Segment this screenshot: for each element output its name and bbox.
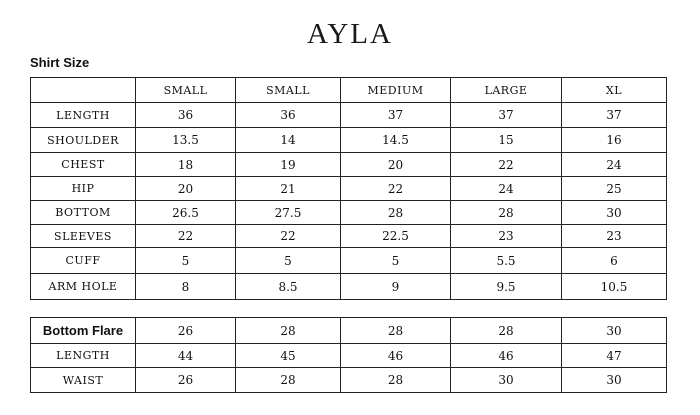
table-cell: 37 bbox=[451, 103, 562, 128]
header-cell: XL bbox=[562, 78, 667, 103]
table-cell: 28 bbox=[236, 368, 341, 393]
table-cell: 36 bbox=[236, 103, 341, 128]
table-cell: 18 bbox=[136, 153, 236, 177]
table-cell: 28 bbox=[341, 318, 451, 344]
section-title-shirt-size: Shirt Size bbox=[30, 55, 90, 70]
table-cell: 36 bbox=[136, 103, 236, 128]
table-cell: 37 bbox=[341, 103, 451, 128]
table-cell: 47 bbox=[562, 344, 667, 368]
table-cell: 8.5 bbox=[236, 274, 341, 300]
table-cell: 20 bbox=[136, 177, 236, 201]
row-label: ARM HOLE bbox=[31, 274, 136, 300]
table-cell: 30 bbox=[451, 368, 562, 393]
row-label: SLEEVES bbox=[31, 225, 136, 248]
shirt-size-table bbox=[30, 77, 667, 300]
table-cell: 25 bbox=[562, 177, 667, 201]
table-cell: 15 bbox=[451, 128, 562, 153]
row-label: BOTTOM bbox=[31, 201, 136, 225]
header-cell: LARGE bbox=[451, 78, 562, 103]
header-cell bbox=[31, 78, 136, 103]
table-cell: 14 bbox=[236, 128, 341, 153]
table-cell: 28 bbox=[451, 318, 562, 344]
table-cell: 27.5 bbox=[236, 201, 341, 225]
table-cell: 46 bbox=[451, 344, 562, 368]
table-cell: 14.5 bbox=[341, 128, 451, 153]
table-cell: 28 bbox=[236, 318, 341, 344]
row-label: HIP bbox=[31, 177, 136, 201]
table-cell: 22 bbox=[236, 225, 341, 248]
table-cell: 26 bbox=[136, 368, 236, 393]
table-row bbox=[31, 248, 667, 274]
table-cell: 37 bbox=[562, 103, 667, 128]
header-cell: SMALL bbox=[236, 78, 341, 103]
row-label: SHOULDER bbox=[31, 128, 136, 153]
brand-logo: AYLA bbox=[307, 18, 393, 50]
table-cell: 22 bbox=[341, 177, 451, 201]
table-cell: 45 bbox=[236, 344, 341, 368]
table-cell: 5 bbox=[236, 248, 341, 274]
table-row bbox=[31, 201, 667, 225]
table-cell: 22.5 bbox=[341, 225, 451, 248]
table-cell: 5 bbox=[341, 248, 451, 274]
row-label: CHEST bbox=[31, 153, 136, 177]
bottom-size-table bbox=[30, 317, 667, 393]
table-cell: 22 bbox=[451, 153, 562, 177]
row-label: LENGTH bbox=[31, 344, 136, 368]
table-cell: 5 bbox=[136, 248, 236, 274]
table-row bbox=[31, 225, 667, 248]
table-cell: 13.5 bbox=[136, 128, 236, 153]
table-cell: 26.5 bbox=[136, 201, 236, 225]
row-label: CUFF bbox=[31, 248, 136, 274]
table-cell: 24 bbox=[451, 177, 562, 201]
table-cell: 23 bbox=[451, 225, 562, 248]
table-row bbox=[31, 153, 667, 177]
row-label: WAIST bbox=[31, 368, 136, 393]
header-cell: SMALL bbox=[136, 78, 236, 103]
table-row bbox=[31, 344, 667, 368]
table-cell: 28 bbox=[451, 201, 562, 225]
table-row bbox=[31, 368, 667, 393]
table-cell: 6 bbox=[562, 248, 667, 274]
table-cell: 23 bbox=[562, 225, 667, 248]
table-cell: 5.5 bbox=[451, 248, 562, 274]
table-row bbox=[31, 103, 667, 128]
table-cell: 28 bbox=[341, 368, 451, 393]
table-cell: 8 bbox=[136, 274, 236, 300]
table-row bbox=[31, 128, 667, 153]
table-row bbox=[31, 177, 667, 201]
table-cell: 9.5 bbox=[451, 274, 562, 300]
table-cell: 19 bbox=[236, 153, 341, 177]
table-cell: 28 bbox=[341, 201, 451, 225]
table-cell: 16 bbox=[562, 128, 667, 153]
header-cell: MEDIUM bbox=[341, 78, 451, 103]
table-cell: 46 bbox=[341, 344, 451, 368]
table-cell: 20 bbox=[341, 153, 451, 177]
table-cell: 9 bbox=[341, 274, 451, 300]
table-row bbox=[31, 274, 667, 300]
table-cell: 30 bbox=[562, 201, 667, 225]
table-cell: 30 bbox=[562, 318, 667, 344]
table-cell: 26 bbox=[136, 318, 236, 344]
table-cell: 30 bbox=[562, 368, 667, 393]
row-label: LENGTH bbox=[31, 103, 136, 128]
table-header-row bbox=[31, 78, 667, 103]
table-cell: 24 bbox=[562, 153, 667, 177]
table-row bbox=[31, 318, 667, 344]
table-cell: 10.5 bbox=[562, 274, 667, 300]
table-cell: 22 bbox=[136, 225, 236, 248]
row-label: Bottom Flare bbox=[31, 318, 136, 344]
table-cell: 21 bbox=[236, 177, 341, 201]
table-cell: 44 bbox=[136, 344, 236, 368]
